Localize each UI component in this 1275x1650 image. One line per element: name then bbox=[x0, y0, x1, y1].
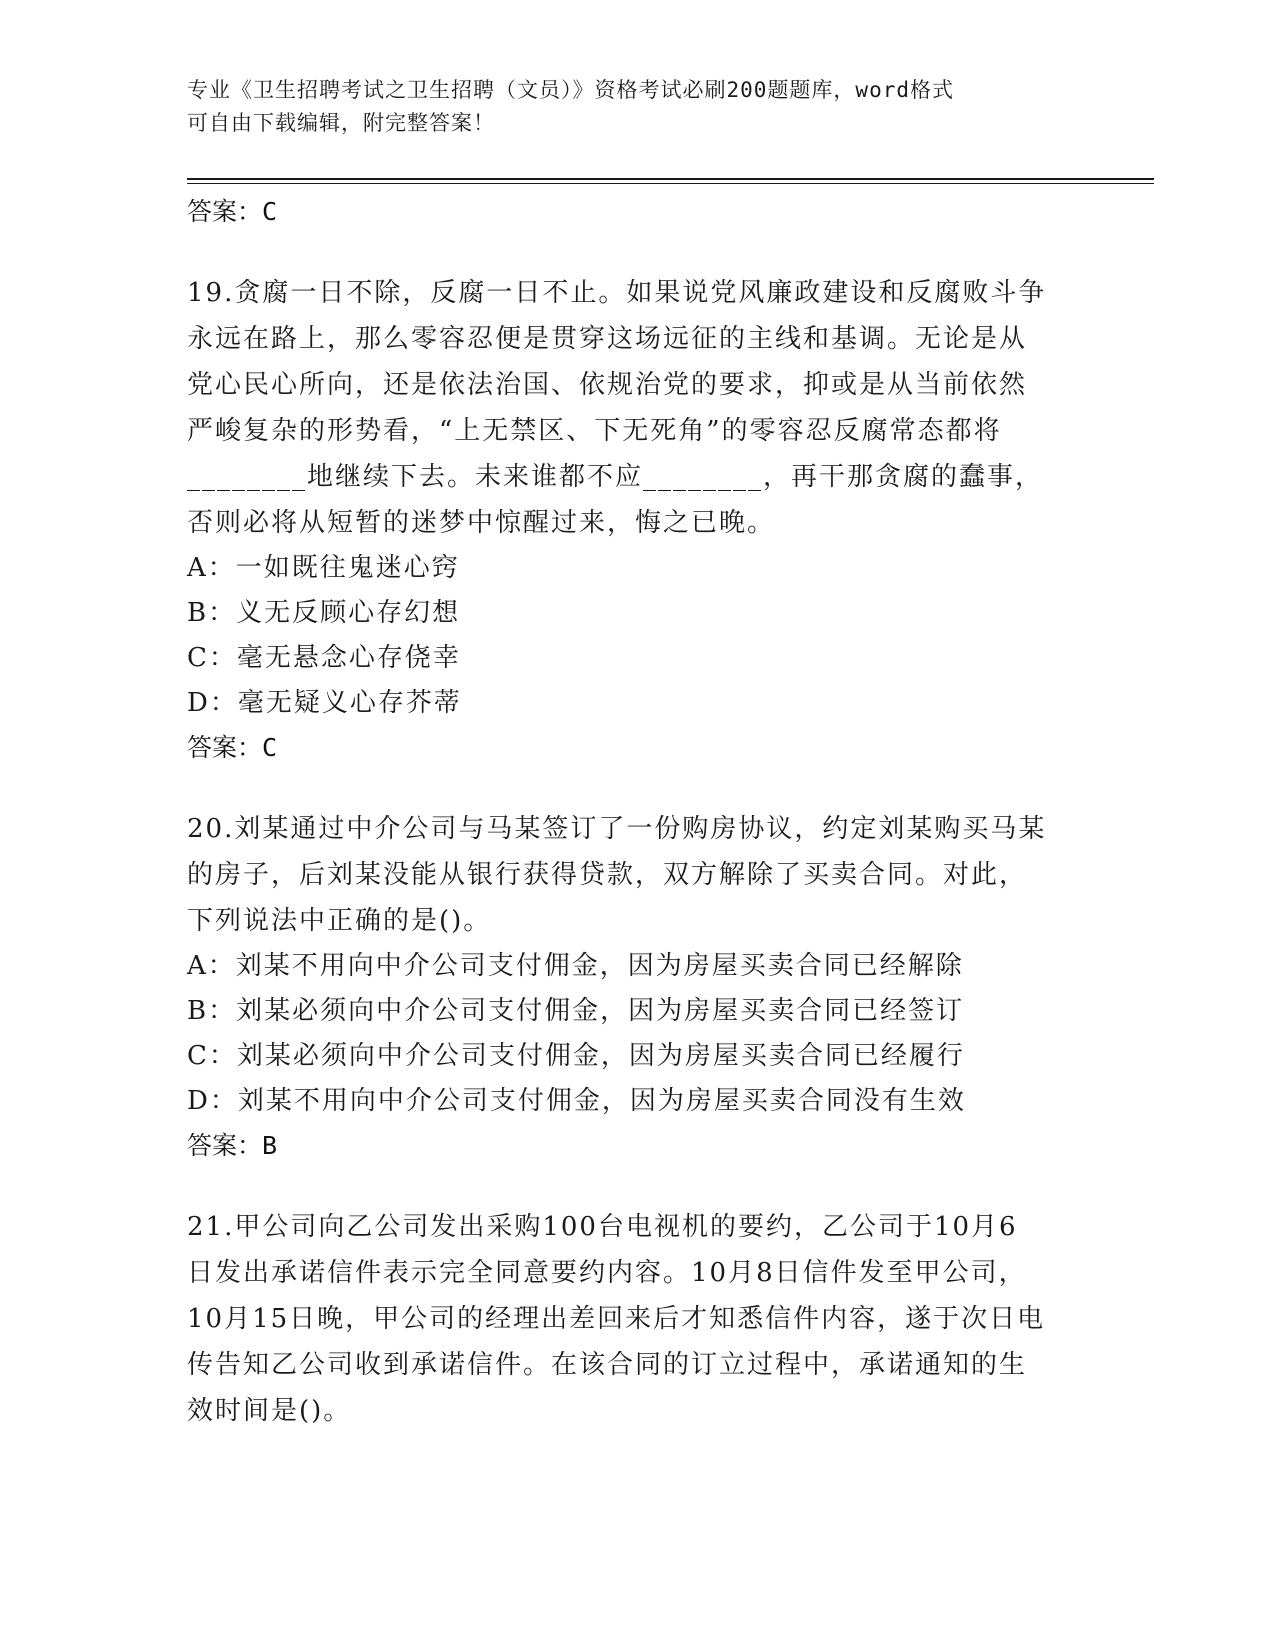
answer-19: 答案：C bbox=[187, 733, 278, 762]
question-text-line: 效时间是()。 bbox=[187, 1396, 352, 1426]
option-d: D：毫无疑义心存芥蒂 bbox=[187, 688, 462, 718]
option-b: B：义无反顾心存幻想 bbox=[187, 598, 461, 628]
question-text-line: 19.贪腐一日不除，反腐一日不止。如果说党风廉政建设和反腐败斗争 bbox=[187, 278, 1047, 308]
header-line-1: 专业《卫生招聘考试之卫生招聘（文员）》资格考试必刷200题题库，word格式 bbox=[187, 78, 954, 102]
page-header bbox=[187, 74, 1067, 140]
question-text-line: ________地继续下去。未来谁都不应________，再干那贪腐的蠢事， bbox=[187, 462, 1044, 492]
question-text-line: 的房子，后刘某没能从银行获得贷款，双方解除了买卖合同。对此， bbox=[187, 860, 1028, 890]
question-text-line: 否则必将从短暂的迷梦中惊醒过来，悔之已晚。 bbox=[187, 508, 776, 538]
answer-20: 答案：B bbox=[187, 1131, 278, 1160]
question-text-line: 严峻复杂的形势看，“上无禁区、下无死角”的零容忍反腐常态都将 bbox=[187, 416, 1002, 446]
header-divider-thin bbox=[187, 183, 1154, 184]
question-text-line: 10月15日晚，甲公司的经理出差回来后才知悉信件内容，遂于次日电 bbox=[187, 1304, 1046, 1334]
question-text-line: 日发出承诺信件表示完全同意要约内容。10月8日信件发至甲公司， bbox=[187, 1258, 1027, 1288]
option-b: B：刘某必须向中介公司支付佣金，因为房屋买卖合同已经签订 bbox=[187, 996, 965, 1026]
question-20 bbox=[187, 806, 1087, 1168]
page-content bbox=[187, 190, 1087, 1434]
option-c: C：毫无悬念心存侥幸 bbox=[187, 643, 461, 673]
question-text-line: 永远在路上，那么零容忍便是贯穿这场远征的主线和基调。无论是从 bbox=[187, 324, 1028, 354]
question-21 bbox=[187, 1204, 1087, 1434]
header-line-2: 可自由下载编辑，附完整答案！ bbox=[187, 111, 495, 135]
question-text-line: 党心民心所向，还是依法治国、依规治党的要求，抑或是从当前依然 bbox=[187, 370, 1028, 400]
question-19 bbox=[187, 270, 1087, 770]
option-d: D：刘某不用向中介公司支付佣金，因为房屋买卖合同没有生效 bbox=[187, 1086, 966, 1116]
option-c: C：刘某必须向中介公司支付佣金，因为房屋买卖合同已经履行 bbox=[187, 1041, 965, 1071]
question-text-line: 20.刘某通过中介公司与马某签订了一份购房协议，约定刘某购买马某 bbox=[187, 814, 1047, 844]
question-text-line: 传告知乙公司收到承诺信件。在该合同的订立过程中，承诺通知的生 bbox=[187, 1350, 1028, 1380]
option-a: A：刘某不用向中介公司支付佣金，因为房屋买卖合同已经解除 bbox=[187, 951, 964, 981]
question-text-line: 下列说法中正确的是()。 bbox=[187, 906, 492, 936]
previous-answer: 答案：C bbox=[187, 197, 278, 226]
option-a: A：一如既往鬼迷心窍 bbox=[187, 553, 460, 583]
header-divider-thick bbox=[187, 178, 1154, 180]
question-text-line: 21.甲公司向乙公司发出采购100台电视机的要约，乙公司于10月6 bbox=[187, 1212, 1018, 1242]
